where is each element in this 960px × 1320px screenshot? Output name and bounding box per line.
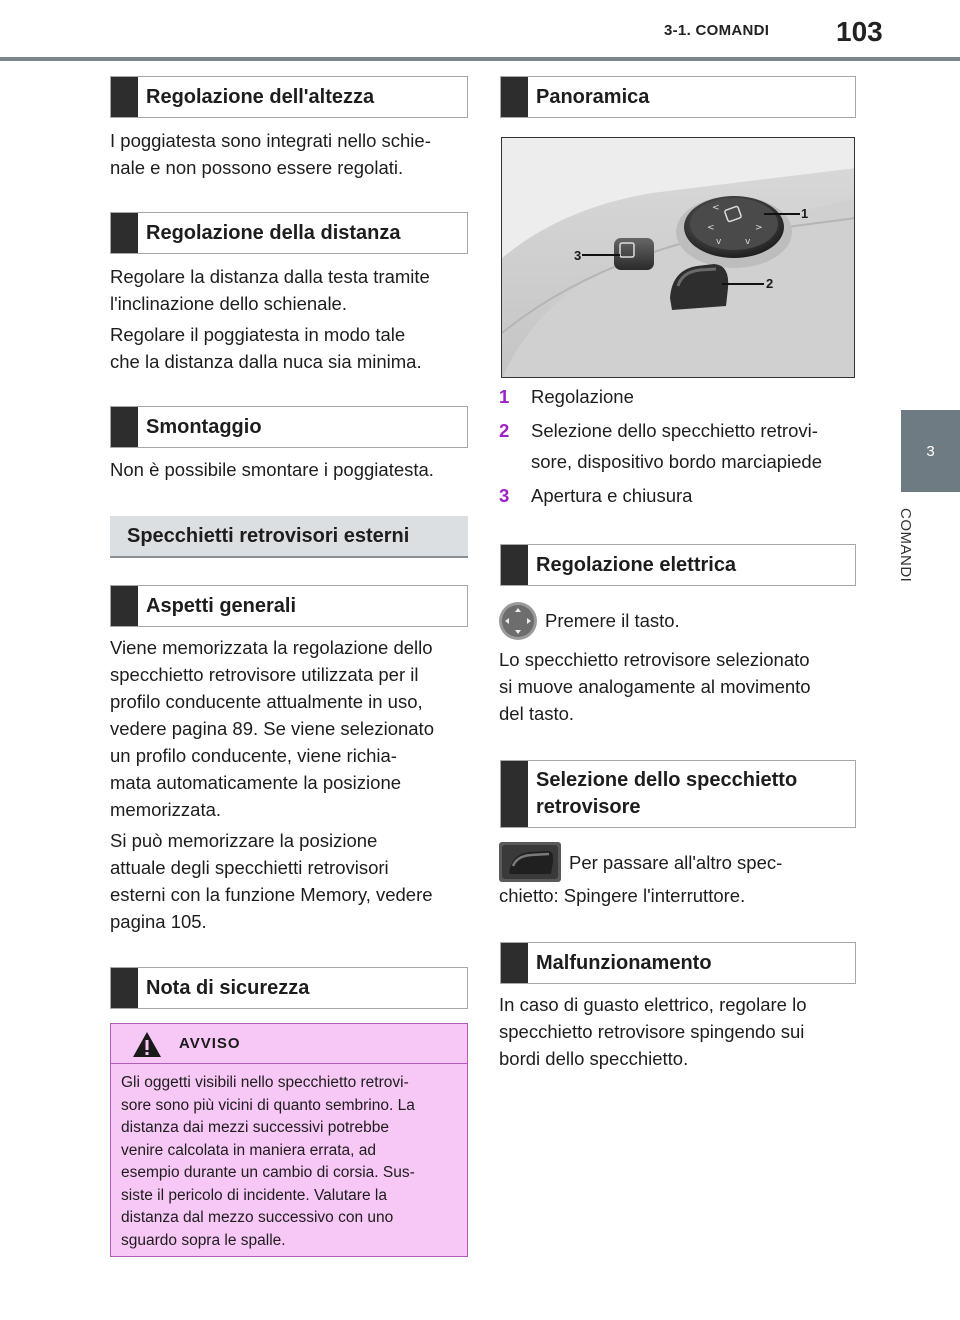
heading-specchietti-esterni [110, 516, 468, 558]
text-line: siste il pericolo di incidente. Valutare la [121, 1186, 387, 1204]
text-line: mata automaticamente la posizione [110, 772, 402, 793]
text-line: Lo specchietto retrovisore selezionato [499, 649, 810, 670]
text-line: vedere pagina 89. Se viene selezionato [110, 718, 434, 739]
legend-text: sore, dispositivo bordo marciapiede [531, 451, 823, 472]
paragraph-altezza [110, 127, 431, 181]
chapter-label [897, 508, 944, 608]
heading-nota-sicurezza [110, 967, 468, 1009]
text-line: profilo conducente attualmente in uso, [110, 691, 423, 712]
text-line: esempio durante un cambio di corsia. Sus- [121, 1164, 415, 1181]
svg-text:<: < [707, 223, 715, 233]
text-line: esterni con la funzione Memory, vedere [110, 884, 433, 905]
heading-selezione-specchietto [500, 760, 856, 828]
text-line: specchietto retrovisore utilizzata per il [110, 664, 419, 685]
legend-number: 3 [499, 485, 510, 506]
mirror-switch-icon [499, 842, 561, 882]
text-line: Si può memorizzare la posizione [110, 830, 378, 851]
text-line: del tasto. [499, 703, 575, 724]
warning-header [111, 1024, 467, 1064]
paragraph-selezione-1: Per passare all'altro spec- [569, 852, 783, 873]
legend-item-1 [499, 383, 634, 410]
heading-text: Malfunzionamento [536, 951, 712, 974]
heading-text: Nota di sicurezza [146, 976, 310, 999]
heading-smontaggio [110, 406, 468, 448]
legend-text: Selezione dello specchietto retrovi- [531, 420, 818, 441]
warning-text [111, 1064, 467, 1252]
text-line: che la distanza dalla nuca sia minima. [110, 351, 422, 372]
paragraph-premere: Premere il tasto. [545, 610, 680, 631]
warning-icon [132, 1031, 162, 1058]
text-line: un profilo conducente, viene richia- [110, 745, 397, 766]
heading-regolazione-elettrica [500, 544, 856, 586]
text-line: specchietto retrovisore spingendo sui [499, 1021, 805, 1042]
mirror-controls-photo [501, 137, 855, 378]
text-line: l'inclinazione dello schienale. [110, 293, 347, 314]
legend-number: 2 [499, 420, 510, 441]
legend-item-2 [499, 417, 818, 444]
callout-2: 2 [766, 276, 774, 291]
warning-label: AVVISO [179, 1035, 241, 1052]
heading-text: Regolazione elettrica [536, 553, 737, 576]
svg-text:v: v [716, 237, 722, 247]
text-line: distanza dal mezzo successivo con uno [121, 1209, 394, 1226]
paragraph-distanza-1 [110, 263, 430, 317]
text-line: memorizzata. [110, 799, 222, 820]
text-line: Regolare il poggiatesta in modo tale [110, 324, 406, 345]
heading-text: Aspetti generali [146, 594, 297, 617]
chapter-label-text: COMANDI [897, 508, 914, 583]
callout-3: 3 [574, 248, 582, 263]
direction-pad-icon [498, 601, 538, 641]
text-line: attuale degli specchietti retrovisori [110, 857, 389, 878]
svg-text:>: > [755, 223, 763, 233]
section-title: 3-1. COMANDI [664, 22, 770, 39]
paragraph-elettrica [499, 646, 811, 727]
legend-text: Apertura e chiusura [531, 485, 693, 506]
text-line: I poggiatesta sono integrati nello schie- [110, 130, 431, 151]
legend-text: Regolazione [531, 386, 634, 407]
heading-regolazione-distanza [110, 212, 468, 254]
paragraph-aspetti-1 [110, 634, 434, 823]
text-line: Viene memorizzata la regolazione dello [110, 637, 433, 658]
heading-malfunzionamento [500, 942, 856, 984]
text-line: sguardo sopra le spalle. [121, 1231, 286, 1249]
heading-text [536, 767, 797, 821]
text-line: si muove analogamente al movimento [499, 676, 811, 697]
heading-regolazione-altezza [110, 76, 468, 118]
text-line: bordi dello specchietto. [499, 1048, 689, 1069]
heading-line: Selezione dello specchietto [536, 769, 798, 791]
text-line: Gli oggetti visibili nello specchietto retrovi- [121, 1074, 409, 1091]
paragraph-selezione-2: chietto: Spingere l'interruttore. [499, 885, 746, 906]
text-line: venire calcolata in maniera errata, ad [121, 1141, 377, 1159]
heading-aspetti-generali [110, 585, 468, 627]
paragraph-aspetti-2 [110, 827, 433, 935]
text-line: nale e non possono essere regolati. [110, 157, 404, 178]
page-number: 103 [836, 16, 883, 47]
heading-text: Panoramica [536, 85, 650, 108]
header-rule [0, 57, 960, 61]
text-line: sore sono più vicini di quanto sembrino. La [121, 1096, 415, 1114]
heading-text: Specchietti retrovisori esterni [127, 524, 410, 547]
paragraph-malfunzionamento [499, 991, 806, 1072]
paragraph-distanza-2 [110, 321, 422, 375]
heading-panoramica [500, 76, 856, 118]
warning-box [110, 1023, 468, 1257]
mirror-controls-illustration [502, 138, 855, 378]
heading-text: Smontaggio [146, 415, 262, 438]
text-line: Regolare la distanza dalla testa tramite [110, 266, 430, 287]
paragraph-smontaggio: Non è possibile smontare i poggiatesta. [110, 459, 434, 480]
svg-text:v: v [745, 237, 751, 247]
legend-item-3 [499, 482, 692, 509]
chapter-number: 3 [926, 442, 935, 460]
svg-text:<: < [712, 203, 720, 213]
text-line: In caso di guasto elettrico, regolare lo [499, 994, 807, 1015]
text-line: distanza dai mezzi successivi potrebbe [121, 1119, 389, 1136]
heading-text: Regolazione dell'altezza [146, 85, 375, 108]
heading-line: retrovisore [536, 796, 641, 818]
legend-number: 1 [499, 386, 510, 407]
legend-item-2-cont [531, 448, 822, 475]
callout-1: 1 [801, 206, 809, 221]
heading-text: Regolazione della distanza [146, 221, 401, 244]
text-line: pagina 105. [110, 911, 207, 932]
chapter-tab [901, 410, 960, 492]
